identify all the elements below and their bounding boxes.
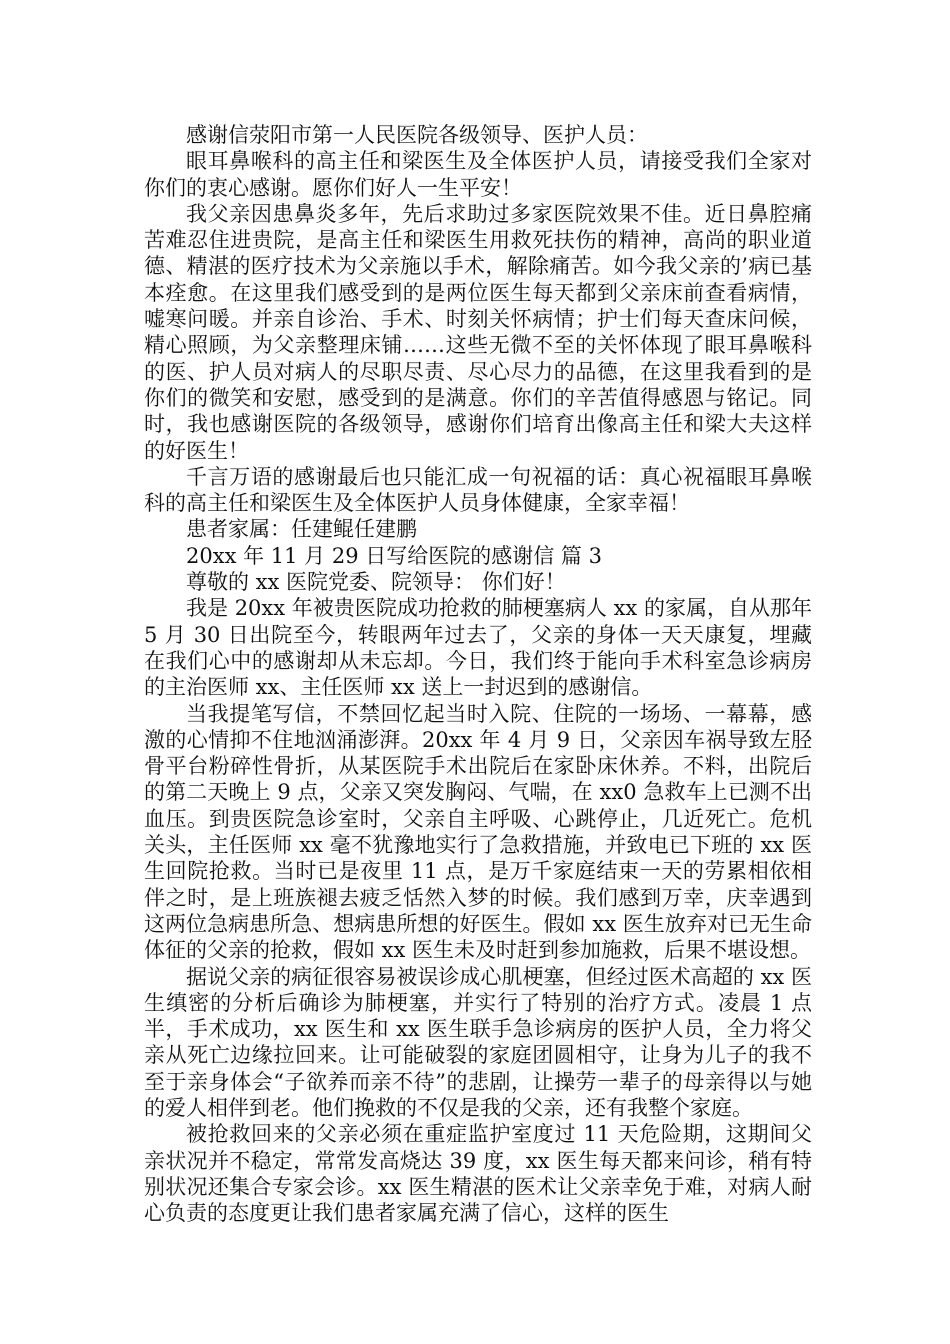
- section-heading: 20xx 年 11 月 29 日写给医院的感谢信 篇 3: [186, 543, 602, 568]
- paragraph-diagnosis: 据说父亲的病征很容易被误诊成心肌梗塞，但经过医术高超的 xx 医生缜密的分析后确诊为肺梗塞，并实行了特别的治疗方式。凌晨 1 点半，手术成功，xx 医生和 xx 医生联手急诊病房的医护人员，全力将父亲从死亡边缘拉回来。让可能破裂的家庭团圆相守，让身为儿子的我不至于亲身体会“子欲养而亲不待”的悲剧，让操劳一辈子的母亲得以与她的爱人相伴到老。他们挽救的不仅是我的父亲，还有我整个家庭。: [144, 964, 812, 1120]
- paragraph-rescue: 当我提笔写信，不禁回忆起当时入院、住院的一场场、一幕幕，感激的心情抑不住地汹涌澎湃。20xx 年 4 月 9 日，父亲因车祸导致左胫骨平台粉碎性骨折，从某医院手术出院后在家卧床休养。不料，出院后的第二天晚上 9 点，父亲又突发胸闷、气喘，在 xx0 急救车上已测不出血压。到贵医院急诊室时，父亲自主呼吸、心跳停止，几近死亡。危机关头，主任医师 xx 毫不犹豫地实行了急救措施，并致电已下班的 xx 医生回院抢救。当时已是夜里 11 点，是万千家庭结束一天的劳累相依相伴之时，是上班族褪去疲乏恬然入梦的时候。我们感到万幸，庆幸遇到这两位急病患所急、想病患所想的好医生。假如 xx 医生放弃对已无生命体征的父亲的抢救，假如 xx 医生未及时赶到参加施救，后果不堪设想。: [144, 701, 812, 963]
- letter-greeting-2: 尊敬的 xx 医院党委、院领导： 你们好！: [186, 570, 566, 595]
- letter-signature: 患者家属：任建鲲任建鹏: [186, 517, 417, 542]
- paragraph-intro: 我是 20xx 年被贵医院成功抢救的肺梗塞病人 xx 的家属，自从那年 5 月 30 日出院至今，转眼两年过去了，父亲的身体一天天康复，埋藏在我们心中的感谢却从未忘却。今日，我们终于能向手术科室急诊病房的主治医师 xx、主任医师 xx 送上一封迟到的感谢信。: [144, 596, 812, 700]
- document-body: [144, 122, 812, 1226]
- paragraph-icu: 被抢救回来的父亲必须在重症监护室度过 11 天危险期，这期间父亲状况并不稳定，常常发高烧达 39 度，xx 医生每天都来问诊，稍有特别状况还集合专家会诊。xx 医生精湛的医术让父亲幸免于难，对病人耐心负责的态度更让我们患者家属充满了信心，这样的医生: [144, 1122, 812, 1226]
- letter-greeting: 感谢信荥阳市第一人民医院各级领导、医护人员：: [186, 123, 648, 147]
- paragraph-thanks: 眼耳鼻喉科的高主任和梁医生及全体医护人员，请接受我们全家对你们的衷心感谢。愿你们好人一生平安！: [144, 149, 812, 200]
- paragraph-blessing: 千言万语的感谢最后也只能汇成一句祝福的话：真心祝福眼耳鼻喉科的高主任和梁医生及全体医护人员身体健康，全家幸福！: [144, 464, 812, 516]
- paragraph-story: 我父亲因患鼻炎多年，先后求助过多家医院效果不佳。近日鼻腔痛苦难忍住进贵院，是高主任和梁医生用救死扶伤的精神，高尚的职业道德、精湛的医疗技术为父亲施以手术，解除痛苦。如今我父亲的’病已基本痊愈。在这里我们感受到的是两位医生每天都到父亲床前查看病情，嘘寒问暖。并亲自诊治、手术、时刻关怀病情；护士们每天查床问候，精心照顾，为父亲整理床铺……这些无微不至的关怀体现了眼耳鼻喉科的医、护人员对病人的尽职尽责、尽心尽力的品德，在这里我看到的是你们的微笑和安慰，感受到的是满意。你们的辛苦值得感恩与铭记。同时，我也感谢医院的各级领导，感谢你们培育出像高主任和梁大夫这样的好医生！: [144, 201, 812, 463]
